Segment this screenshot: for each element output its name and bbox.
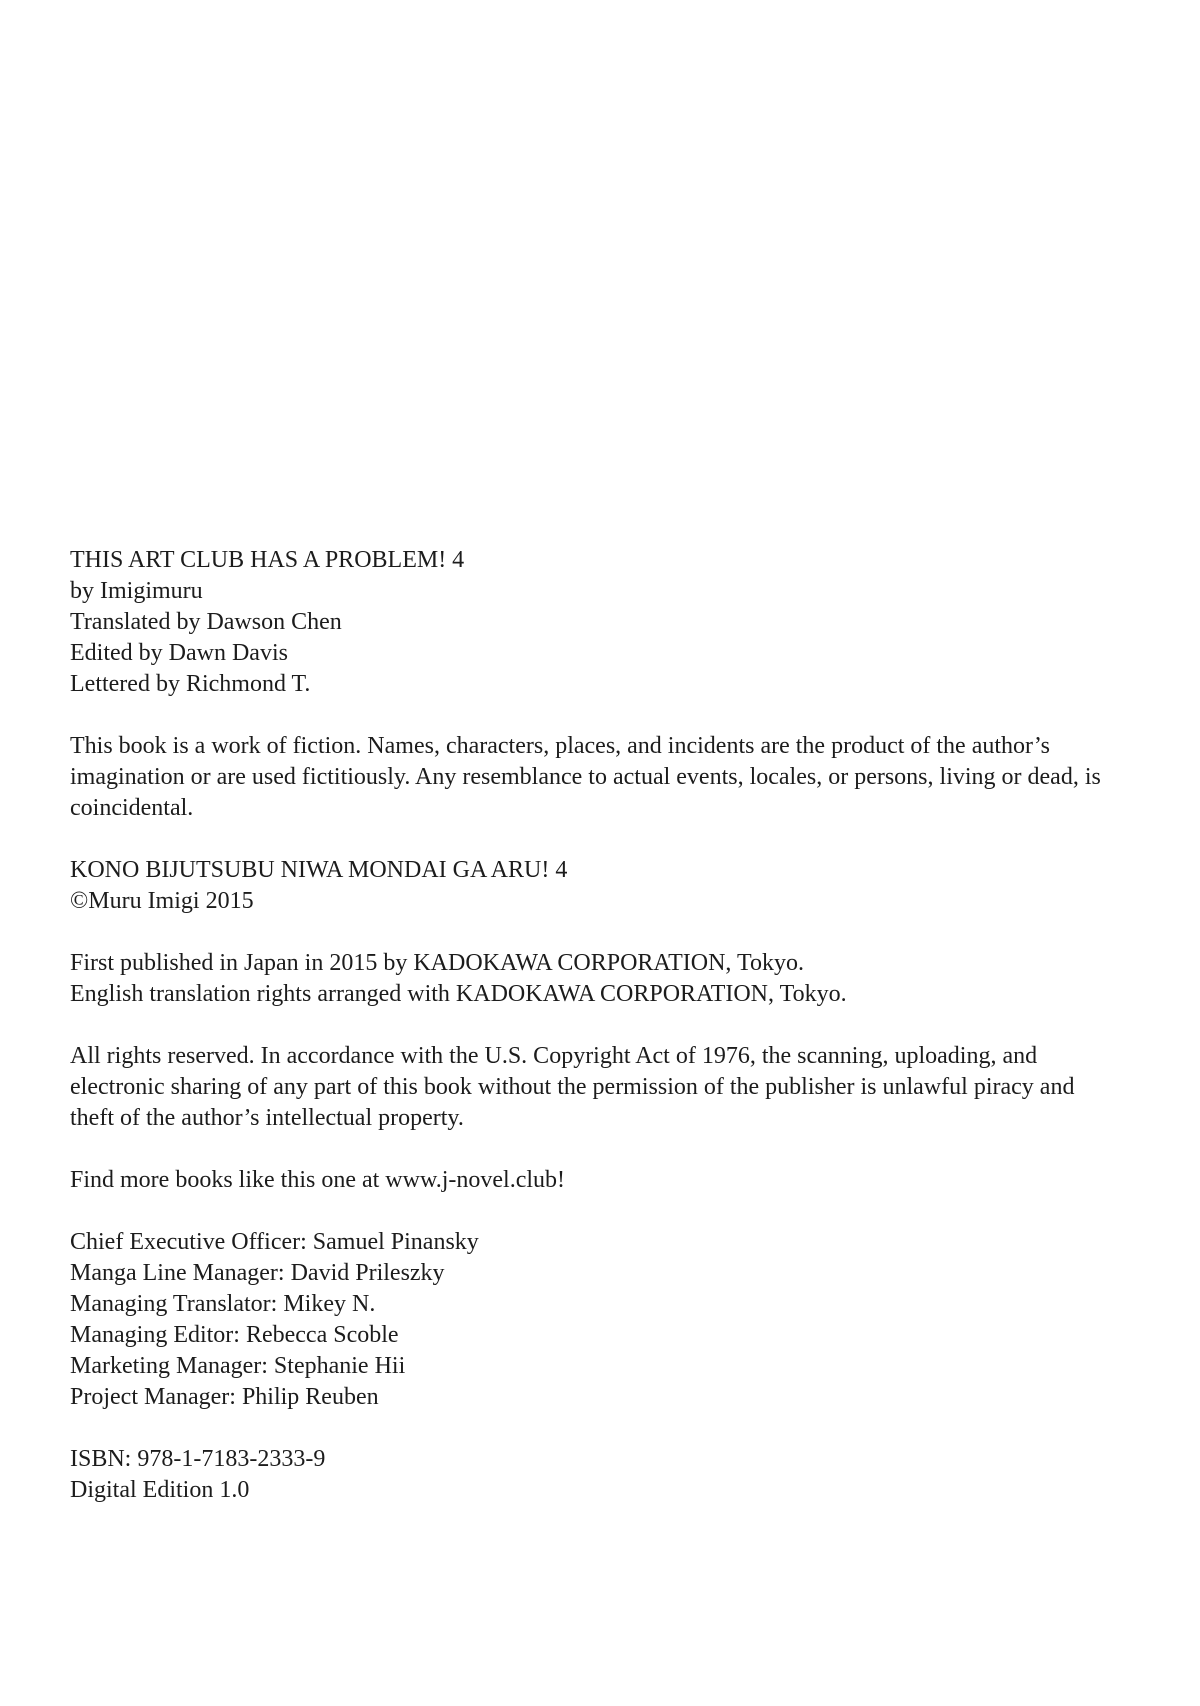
book-title: THIS ART CLUB HAS A PROBLEM! 4 <box>70 547 465 573</box>
staff-line-managing-translator: Managing Translator: Mikey N. <box>70 1291 376 1317</box>
original-edition-block <box>70 855 1115 917</box>
translator-credit: Translated by Dawson Chen <box>70 609 342 635</box>
fiction-disclaimer: This book is a work of fiction. Names, characters, places, and incidents are the product of the author’s imagination or are used fictitiously. Any resemblance to actual events, locales, or persons, living or dead, is coincidental. <box>70 733 1101 821</box>
staff-line-marketing-manager: Marketing Manager: Stephanie Hii <box>70 1353 406 1379</box>
author-credit: by Imigimuru <box>70 578 203 604</box>
isbn-line: ISBN: 978-1-7183-2333-9 <box>70 1446 326 1472</box>
staff-line-managing-editor: Managing Editor: Rebecca Scoble <box>70 1322 399 1348</box>
staff-list <box>70 1227 1115 1413</box>
editor-credit: Edited by Dawn Davis <box>70 640 288 666</box>
title-credits-block <box>70 545 1115 700</box>
japanese-title: KONO BIJUTSUBU NIWA MONDAI GA ARU! 4 <box>70 857 568 883</box>
promo-line: Find more books like this one at www.j-novel.club! <box>70 1167 566 1193</box>
rights-notice: All rights reserved. In accordance with the U.S. Copyright Act of 1976, the scanning, uploading, and electronic sharing of any part of this book without the permission of the publisher is unlawful piracy and theft of the author’s intellectual property. <box>70 1043 1075 1131</box>
staff-line-ceo: Chief Executive Officer: Samuel Pinansky <box>70 1229 479 1255</box>
edition-info-block <box>70 1444 1115 1506</box>
translation-rights-line: English translation rights arranged with KADOKAWA CORPORATION, Tokyo. <box>70 981 847 1007</box>
letterer-credit: Lettered by Richmond T. <box>70 671 311 697</box>
staff-line-manga-line-manager: Manga Line Manager: David Prileszky <box>70 1260 445 1286</box>
colophon-text-block <box>70 545 1115 1506</box>
staff-line-project-manager: Project Manager: Philip Reuben <box>70 1384 379 1410</box>
digital-edition-line: Digital Edition 1.0 <box>70 1477 250 1503</box>
first-published-line: First published in Japan in 2015 by KADOKAWA CORPORATION, Tokyo. <box>70 950 804 976</box>
copyright-line: ©Muru Imigi 2015 <box>70 888 254 914</box>
publication-block <box>70 948 1115 1010</box>
